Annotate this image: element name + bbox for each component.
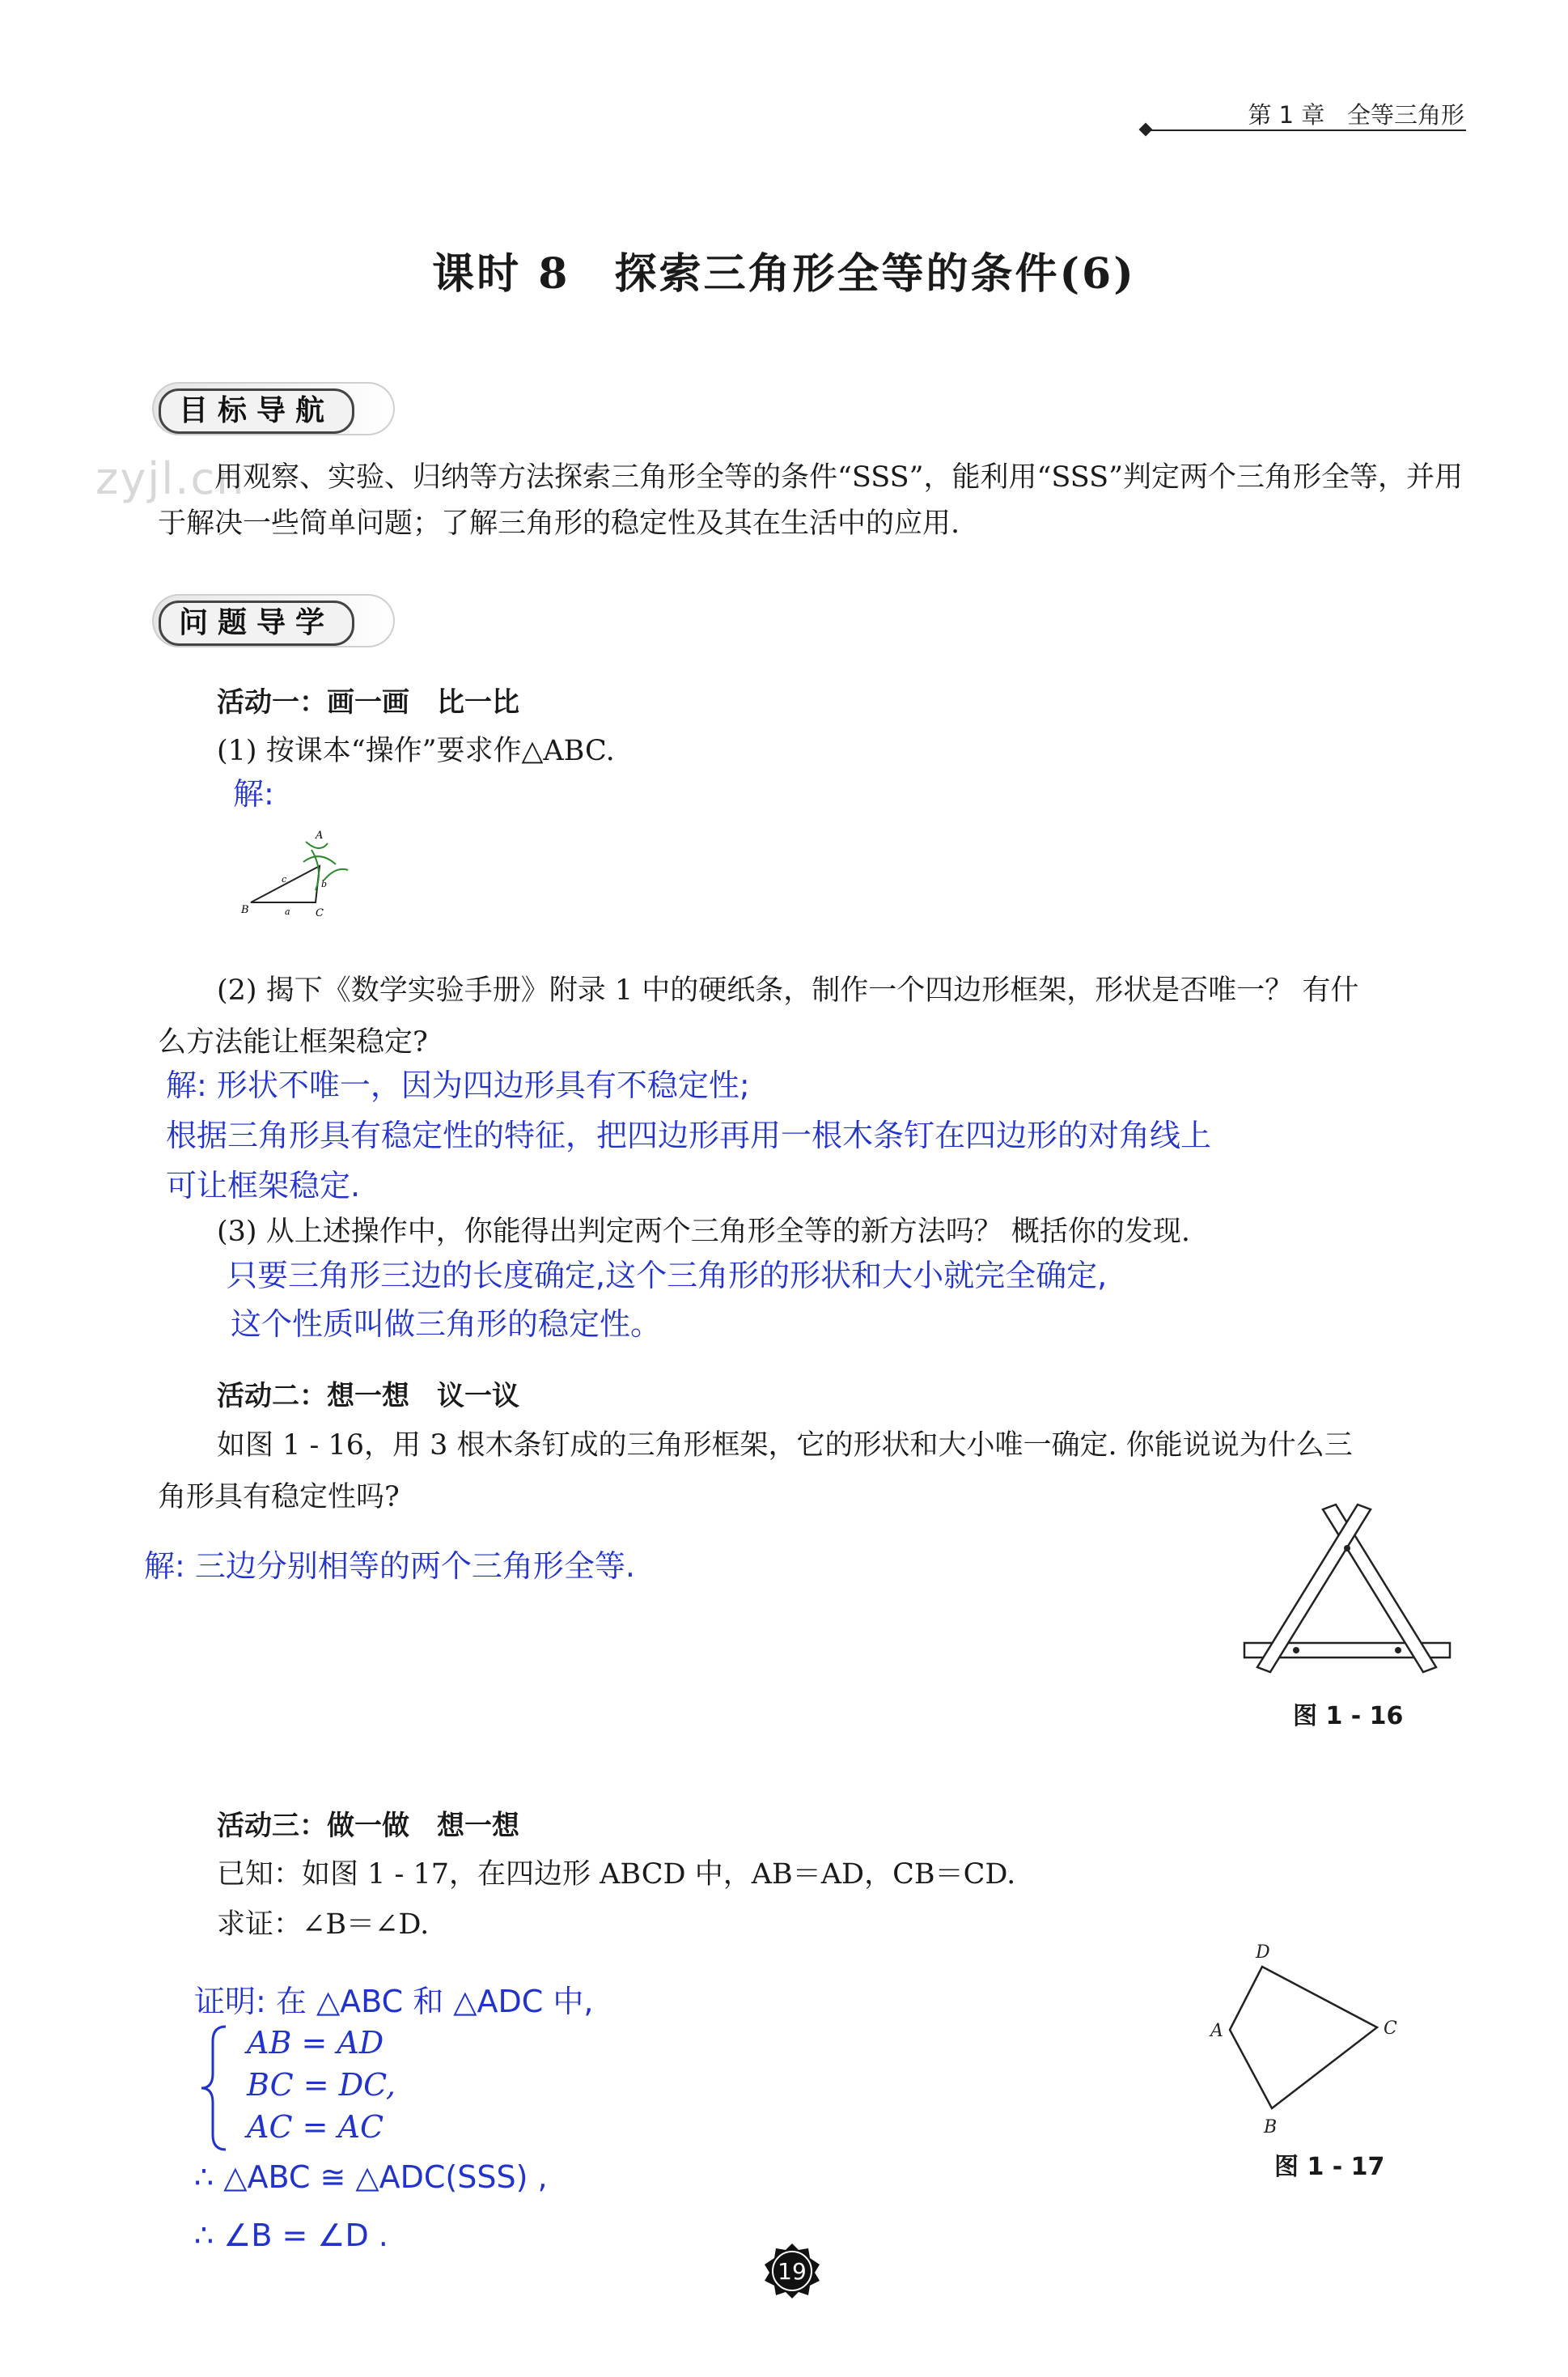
arc-4 (306, 842, 328, 848)
system-brace (198, 2023, 231, 2153)
fig17-label-a: A (1210, 2021, 1223, 2041)
label-b-vertex: B (241, 904, 249, 916)
nail-top (1344, 1545, 1350, 1551)
activity1-answer-label: 解: (233, 776, 274, 812)
goal-badge-label: 目标导航 (159, 388, 354, 434)
arc-3 (324, 869, 348, 881)
activity1-q1: (1) 按课本“操作”要求作△ABC. (217, 735, 615, 767)
nail-left (1293, 1647, 1299, 1653)
activity1-a3-line1: 只要三角形三边的长度确定,这个三角形的形状和大小就完全确定, (227, 1258, 1108, 1293)
activity3-given: 已知：如图 1 - 17，在四边形 ABCD 中，AB＝AD，CB＝CD. (217, 1858, 1016, 1891)
proof-cond2: BC = DC, (247, 2067, 396, 2103)
activity2-answer: 解: 三边分别相等的两个三角形全等. (144, 1548, 635, 1584)
figure-1-16 (1238, 1501, 1456, 1687)
chapter-title: 全等三角形 (1346, 101, 1464, 129)
activity1-heading: 活动一：画一画 比一比 (217, 686, 519, 719)
arc-1 (303, 856, 336, 864)
nail-right (1395, 1647, 1401, 1653)
chapter-number: 第 1 章 (1248, 101, 1325, 129)
label-side-a: a (285, 906, 290, 917)
activity1-q3: (3) 从上述操作中，你能得出判定两个三角形全等的新方法吗？ 概括你的发现. (217, 1216, 1190, 1248)
proof-cond3: AC = AC (247, 2109, 384, 2145)
goal-text: 用观察、实验、归纳等方法探索三角形全等的条件“SSS”，能利用“SSS”判定两个三角形全等，并用于解决一些简单问题；了解三角形的稳定性及其在生活中的应用. (158, 461, 1463, 540)
activity2-q-line2: 角形具有稳定性吗? (158, 1481, 400, 1513)
activity2-heading: 活动二：想一想 议一议 (217, 1380, 519, 1412)
proof-conclusion1: ∴ △ABC ≅ △ADC(SSS) , (194, 2159, 548, 2195)
activity1-a2-line1: 解: 形状不唯一，因为四边形具有不稳定性; (166, 1068, 750, 1103)
triangle-sketch (235, 826, 364, 923)
guide-badge-label: 问题导学 (159, 601, 354, 646)
watermark: zyjl.cn (95, 453, 246, 504)
page-number-badge (763, 2242, 821, 2300)
activity3-prove: 求证：∠B＝∠D. (217, 1908, 430, 1941)
label-a-vertex: A (316, 830, 324, 842)
guide-badge (152, 594, 395, 647)
proof-intro: 证明: 在 △ABC 和 △ADC 中, (194, 1984, 594, 2019)
activity1-a2-line2: 根据三角形具有稳定性的特征，把四边形再用一根木条钉在四边形的对角线上 (166, 1118, 1212, 1153)
proof-cond1: AB = AD (247, 2025, 384, 2061)
label-side-b: b (321, 879, 328, 889)
activity1-a3-line2: 这个性质叫做三角形的稳定性。 (231, 1306, 662, 1342)
chapter-header (1248, 97, 1464, 130)
header-diamond-icon (1139, 123, 1153, 137)
proof-conclusion2: ∴ ∠B = ∠D . (194, 2218, 388, 2253)
activity1-a2-line3: 可让框架稳定. (166, 1168, 361, 1203)
page-number: 19 (778, 2258, 807, 2285)
label-side-c: c (282, 874, 287, 885)
label-c-vertex: C (316, 907, 324, 919)
activity2-q-line1: 如图 1 - 16，用 3 根木条钉成的三角形框架，它的形状和大小唯一确定. 你能说说为什么三 (217, 1429, 1353, 1462)
goal-badge (152, 382, 395, 435)
figure-1-17-caption: 图 1 - 17 (1274, 2153, 1385, 2181)
fig17-label-d: D (1256, 1942, 1270, 1963)
activity1-q2-line2: 么方法能让框架稳定? (158, 1026, 428, 1059)
fig17-label-c: C (1384, 2018, 1397, 2039)
header-rule (1149, 129, 1466, 131)
figure-1-16-caption: 图 1 - 16 (1293, 1702, 1404, 1730)
page-title: 课时 8 探索三角形全等的条件(6) (432, 249, 1136, 299)
activity1-q2-line1: (2) 揭下《数学实验手册》附录 1 中的硬纸条，制作一个四边形框架，形状是否唯一？ 有什 (217, 974, 1359, 1007)
quadrilateral-abcd (1230, 1967, 1377, 2108)
fig17-label-b: B (1264, 2117, 1278, 2137)
figure-1-17 (1197, 1938, 1456, 2149)
activity3-heading: 活动三：做一做 想一想 (217, 1810, 519, 1842)
